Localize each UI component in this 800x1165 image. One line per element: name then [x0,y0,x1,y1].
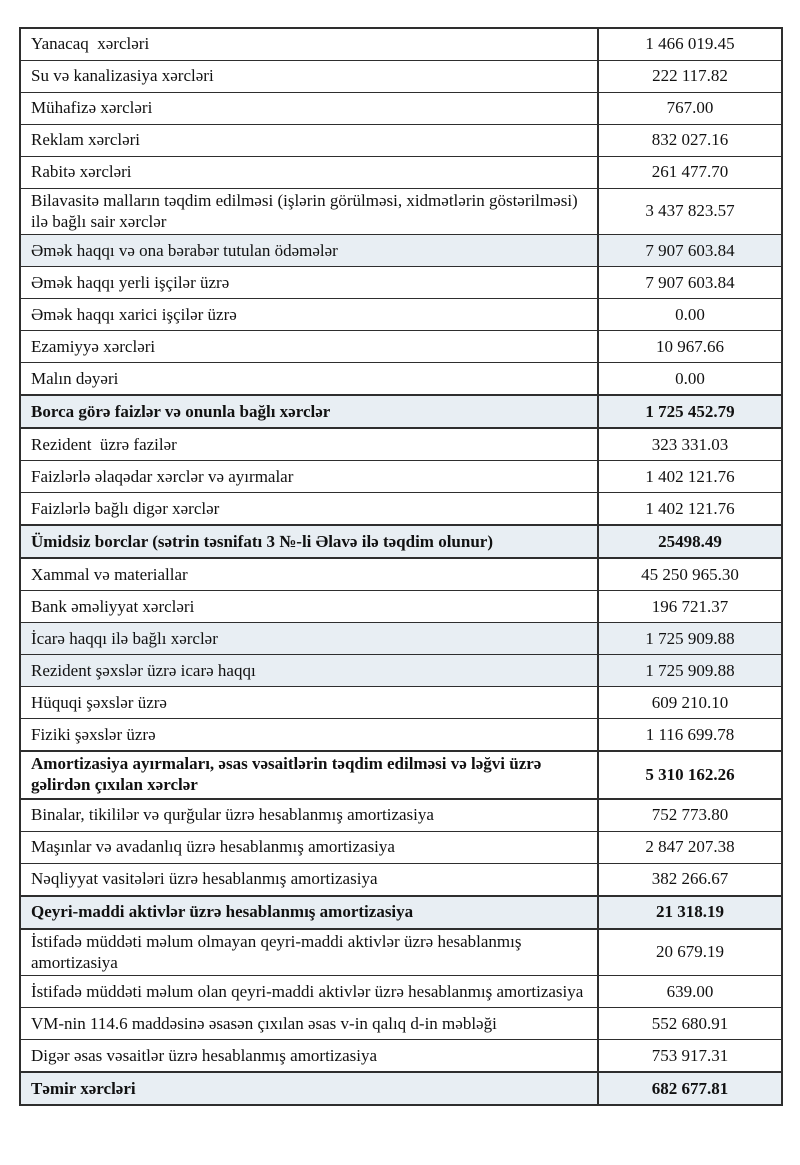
expense-label-cell [21,1073,599,1104]
amount-cell [599,687,781,718]
expense-label-cell [21,930,599,975]
amount-value: 45 250 965.30 [641,564,739,584]
expense-label-cell [21,29,599,60]
amount-value: 1 402 121.76 [645,498,735,518]
amount-value: 753 917.31 [651,1045,729,1065]
table-row [21,798,781,831]
expense-label: Malın dəyəri [31,368,119,388]
expense-label: Rabitə xərcləri [31,162,132,182]
expense-label: Bilavasitə malların təqdim edilməsi (işlərin görülməsi, xidmətlərin göstərilməsi) ilə bağlı sair xərclər [31,191,582,231]
expense-label-cell [21,623,599,654]
amount-cell [599,267,781,298]
table-row [21,362,781,394]
table-row [21,188,781,234]
expense-label: Əmək haqqı xarici işçilər üzrə [31,304,237,324]
amount-cell [599,1073,781,1104]
expense-label: Su və kanalizasiya xərcləri [31,66,214,86]
amount-cell [599,429,781,460]
amount-value: 222 117.82 [652,66,728,86]
table-row [21,492,781,524]
amount-value: 1 725 909.88 [645,628,735,648]
amount-cell [599,93,781,124]
expense-label-cell [21,976,599,1007]
expense-label: Bank əməliyyat xərcləri [31,596,195,616]
amount-cell [599,1040,781,1071]
expense-label-cell [21,235,599,266]
amount-value: 1 402 121.76 [645,466,735,486]
expense-label-cell [21,1008,599,1039]
table-row [21,29,781,60]
amount-value: 767.00 [666,98,714,118]
amount-cell [599,623,781,654]
expense-label-cell [21,832,599,863]
table-row [21,60,781,92]
amount-value: 552 680.91 [651,1013,729,1033]
amount-value: 0.00 [675,368,705,388]
expense-label: Əmək haqqı yerli işçilər üzrə [31,272,230,292]
expense-label: Xammal və materiallar [31,564,188,584]
amount-value: 382 266.67 [651,869,729,889]
amount-value: 1 725 452.79 [645,401,735,421]
table-row [21,654,781,686]
table-row [21,975,781,1007]
expense-label-cell [21,655,599,686]
amount-cell [599,363,781,394]
amount-cell [599,976,781,1007]
expense-label-cell [21,897,599,928]
table-row [21,557,781,590]
amount-cell [599,61,781,92]
amount-cell [599,526,781,557]
expense-label-cell [21,93,599,124]
expense-label-cell [21,461,599,492]
expense-label-cell [21,299,599,330]
amount-value: 7 907 603.84 [645,272,735,292]
expense-label-cell [21,800,599,831]
table-row [21,124,781,156]
amount-cell [599,655,781,686]
expense-label: Qeyri-maddi aktivlər üzrə hesablanmış amortizasiya [31,902,414,922]
table-row [21,928,781,975]
amount-cell [599,800,781,831]
amount-value: 752 773.80 [651,805,729,825]
table-row [21,394,781,427]
expense-label-cell [21,61,599,92]
table-row [21,156,781,188]
amount-value: 20 679.19 [656,942,724,962]
expense-label: Rezident üzrə fazilər [31,434,177,454]
amount-cell [599,299,781,330]
amount-cell [599,930,781,975]
expense-label-cell [21,429,599,460]
expense-label: Faizlərlə əlaqədar xərclər və ayırmalar [31,466,294,486]
amount-cell [599,396,781,427]
expense-label: İstifadə müddəti məlum olan qeyri-maddi aktivlər üzrə hesablanmış amortizasiya [31,981,584,1001]
expense-table [19,27,783,1106]
amount-cell [599,157,781,188]
table-row [21,460,781,492]
table-row [21,863,781,895]
expense-label-cell [21,125,599,156]
table-row [21,686,781,718]
amount-value: 21 318.19 [656,902,724,922]
amount-cell [599,1008,781,1039]
amount-cell [599,559,781,590]
expense-label: Faizlərlə bağlı digər xərclər [31,498,220,518]
expense-label: Binalar, tikililər və qurğular üzrə hesablanmış amortizasiya [31,805,434,825]
table-row [21,330,781,362]
amount-cell [599,235,781,266]
amount-value: 0.00 [675,304,705,324]
table-row [21,1007,781,1039]
expense-label: Nəqliyyat vasitələri üzrə hesablanmış amortizasiya [31,869,378,889]
expense-label: Yanacaq xərcləri [31,34,150,54]
amount-value: 639.00 [666,981,714,1001]
table-row [21,590,781,622]
expense-label-cell [21,189,599,234]
amount-value: 832 027.16 [651,130,729,150]
expense-label: Əmək haqqı və ona bərabər tutulan ödəmələr [31,240,338,260]
expense-label-cell [21,752,599,797]
expense-label: Ezamiyyə xərcləri [31,336,156,356]
amount-value: 323 331.03 [651,434,729,454]
amount-cell [599,752,781,797]
expense-label-cell [21,719,599,750]
expense-label-cell [21,591,599,622]
expense-label-cell [21,687,599,718]
table-row [21,1039,781,1071]
table-row [21,622,781,654]
amount-cell [599,832,781,863]
amount-cell [599,29,781,60]
table-row [21,1071,781,1104]
table-row [21,831,781,863]
expense-label-cell [21,493,599,524]
amount-cell [599,719,781,750]
expense-label-cell [21,331,599,362]
expense-label: İstifadə müddəti məlum olmayan qeyri-maddi aktivlər üzrə hesablanmış amortizasiya [31,931,526,972]
table-row [21,92,781,124]
expense-label: Təmir xərcləri [31,1078,136,1098]
table-row [21,298,781,330]
expense-label-cell [21,559,599,590]
expense-label-cell [21,1040,599,1071]
amount-cell [599,331,781,362]
expense-label: İcarə haqqı ilə bağlı xərclər [31,628,218,648]
amount-value: 196 721.37 [651,596,729,616]
expense-label-cell [21,157,599,188]
amount-value: 7 907 603.84 [645,240,735,260]
amount-value: 609 210.10 [651,692,729,712]
table-row [21,427,781,460]
table-row [21,234,781,266]
expense-label: Amortizasiya ayırmaları, əsas vəsaitlərin təqdim edilməsi və ləğvi üzrə gəlirdən çıxılan xərclər [31,754,546,795]
amount-cell [599,125,781,156]
amount-value: 25498.49 [658,531,722,551]
amount-cell [599,897,781,928]
table-row [21,895,781,928]
expense-label: Ümidsiz borclar (sətrin təsnifatı 3 №-li Əlavə ilə təqdim olunur) [31,531,494,551]
expense-label: VM-nin 114.6 maddəsinə əsasən çıxılan əsas v-in qalıq d-in məbləği [31,1013,497,1033]
amount-cell [599,864,781,895]
amount-cell [599,461,781,492]
amount-value: 2 847 207.38 [645,837,735,857]
amount-value: 1 116 699.78 [645,724,735,744]
expense-label-cell [21,363,599,394]
amount-cell [599,189,781,234]
expense-label: Hüquqi şəxslər üzrə [31,692,167,712]
amount-value: 1 466 019.45 [645,34,735,54]
expense-label: Digər əsas vəsaitlər üzrə hesablanmış amortizasiya [31,1045,378,1065]
amount-value: 5 310 162.26 [645,764,735,784]
expense-label-cell [21,396,599,427]
amount-value: 10 967.66 [656,336,724,356]
amount-cell [599,493,781,524]
amount-value: 261 477.70 [651,162,729,182]
amount-value: 1 725 909.88 [645,660,735,680]
expense-label-cell [21,267,599,298]
table-row [21,524,781,557]
expense-label: Maşınlar və avadanlıq üzrə hesablanmış amortizasiya [31,837,395,857]
expense-label: Mühafizə xərcləri [31,98,153,118]
expense-label-cell [21,526,599,557]
expense-label-cell [21,864,599,895]
amount-cell [599,591,781,622]
table-row [21,266,781,298]
amount-value: 682 677.81 [651,1078,729,1098]
expense-label: Fiziki şəxslər üzrə [31,724,156,744]
expense-label: Rezident şəxslər üzrə icarə haqqı [31,660,256,680]
amount-value: 3 437 823.57 [645,201,735,221]
table-row [21,718,781,750]
expense-label: Reklam xərcləri [31,130,141,150]
expense-label: Borca görə faizlər və onunla bağlı xərclər [31,401,331,421]
table-row [21,750,781,797]
